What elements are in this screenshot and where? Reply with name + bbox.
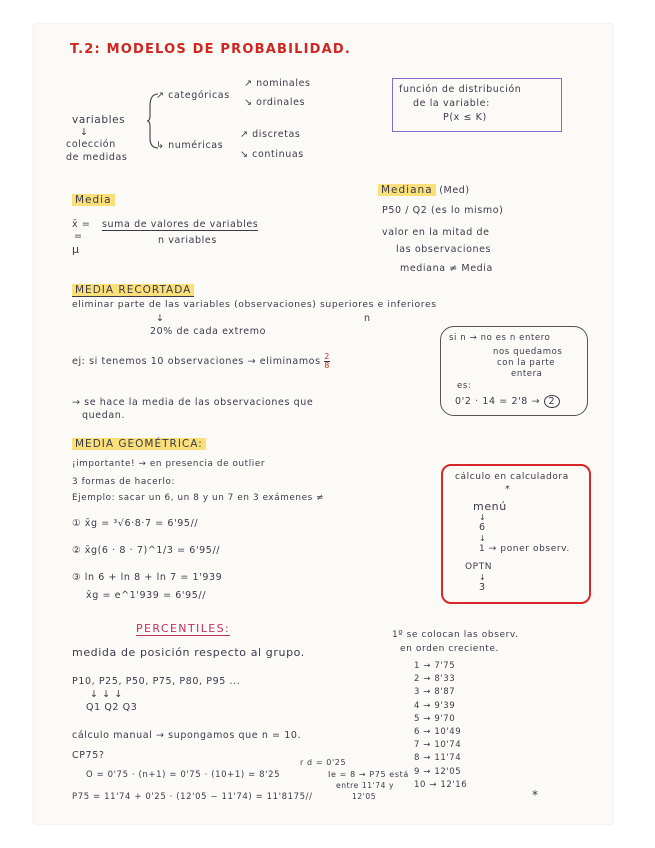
xbar-label: x̄ = [72,219,91,230]
equals-mark: = [74,231,83,242]
percentiles-heading: PERCENTILES: [136,622,231,635]
orden-title2: en orden creciente. [400,644,499,654]
percentiles-e2: 12'05 [352,792,377,801]
percentiles-line1: medida de posición respecto al grupo. [72,646,305,659]
orden-row: 1 → 7'75 [414,661,456,671]
discretas-label: ↗ discretas [240,129,301,140]
note-line2: nos quedamos [493,347,563,357]
orden-row: 6 → 10'49 [414,727,462,738]
page-title: T.2: MODELOS DE PROBABILIDAD. [70,42,352,57]
distribution-line2: de la variable: [413,98,490,109]
percentiles-calc2: P75 = 11'74 + 0'25 · (12'05 − 11'74) = 11'8175// [72,792,313,802]
mu-label: μ [72,243,80,256]
mediana-line3: las observaciones [396,244,492,255]
coleccion-label: colección [66,139,116,150]
media-denominator: n variables [158,235,217,246]
recortada-n-mark: n [364,313,371,324]
recortada-line2: 20% de cada extremo [150,326,266,337]
calculator-arrow3: ↓ [479,573,487,582]
orden-row: 2 → 8'33 [414,674,456,685]
calculator-box [441,464,591,604]
calculator-six: 6 [479,522,486,533]
mediana-heading: Mediana (Med) [378,184,470,196]
orden-row: 3 → 8'87 [414,687,456,698]
recortada-example: ej: si tenemos 10 observaciones → eliminamos $\frac{2}{8}$ [72,352,330,370]
percentiles-line3: cálculo manual → supongamos que n = 10. [72,730,302,741]
percentiles-star: * [532,788,539,802]
recortada-note-box [440,326,588,416]
calculator-one: 1 → poner observ. [479,544,570,554]
orden-row: 4 → 9'39 [414,700,456,711]
distribution-line1: función de distribución [399,84,522,95]
arrow-down: ↓ [80,127,89,138]
percentiles-arrows: ↓ ↓ ↓ [90,689,123,700]
geometrica-line3: Ejemplo: sacar un 6, un 8 y un 7 en 3 exámenes ≠ [72,493,325,503]
distribution-box [392,78,562,132]
recortada-line3: → se hace la media de las observaciones que [72,397,314,408]
categoricas-label: ↗ categóricas [156,90,230,101]
recortada-arrow: ↓ [156,313,165,324]
ordinales-label: ↘ ordinales [244,97,306,108]
percentiles-line4: CP75? [72,750,105,761]
geometrica-method3a: ③ ln 6 + ln 8 + ln 7 = 1'939 [72,572,223,583]
geometrica-line1: ¡importante! → en presencia de outlier [72,459,266,469]
recortada-heading: MEDIA RECORTADA [72,284,194,296]
calculator-menu: menú [473,500,507,513]
mediana-line4: mediana ≠ Media [400,263,493,274]
percentiles-entre: entre 11'74 y [336,781,394,790]
orden-row: 5 → 9'70 [414,713,456,724]
note-es: es: [457,381,472,391]
orden-row: 10 → 12'16 [414,779,468,790]
nominales-label: ↗ nominales [244,78,311,89]
note-line4: entera [511,369,543,379]
orden-list [414,660,467,792]
recortada-line4: quedan. [82,410,125,421]
continuas-label: ↘ continuas [240,149,304,160]
distribution-line3: P(x ≤ K) [443,112,487,123]
geometrica-method2: ② x̄g(6 · 8 · 7)^1/3 = 6'95// [72,545,221,556]
de-medidas-label: de medidas [66,152,128,163]
calculator-three: 3 [479,582,486,593]
calculator-title: cálculo en calculadora [455,472,569,482]
geometrica-method3b: x̄g = e^1'939 = 6'95// [86,590,206,601]
circle-two: 2 [544,395,560,408]
variables-label: variables [72,114,126,126]
numericas-label: ↳ numéricas [156,140,224,151]
percentiles-line2: P10, P25, P50, P75, P80, P95 ... [72,676,241,687]
calculator-arrow2: ↓ [479,534,487,543]
orden-row: 7 → 10'74 [414,740,462,751]
geometrica-heading: MEDIA GEOMÉTRICA: [72,438,206,450]
percentiles-quartiles: Q1 Q2 Q3 [86,702,138,713]
media-numerator: suma de valores de variables [102,219,259,230]
media-heading: Media [72,194,115,206]
calculator-optn: OPTN [465,562,493,572]
recortada-line1: eliminar parte de las variables (observaciones) superiores e inferiores [72,299,437,310]
mediana-line2: valor en la mitad de [382,227,490,238]
mediana-line1: P50 / Q2 (es lo mismo) [382,205,504,216]
note-line5: 0'2 · 14 = 2'8 → 2 [455,395,560,408]
geometrica-line2: 3 formas de hacerlo: [72,477,176,487]
orden-row: 8 → 11'74 [414,753,462,764]
percentiles-calc1: O = 0'75 · (n+1) = 0'75 · (10+1) = 8'25 [86,770,281,780]
calculator-arrow1: ↓ [479,513,487,522]
note-line3: con la parte [497,358,556,368]
geometrica-method1: ① x̄g = ³√6·8·7 = 6'95// [72,518,199,529]
calculator-star: * [505,484,511,495]
percentiles-rd: r d = 0'25 [300,758,347,767]
orden-title1: 1º se colocan las observ. [392,630,519,640]
percentiles-e: Ie = 8 → P75 está [328,770,409,779]
note-line1: si n → no es n entero [449,333,551,343]
orden-row: 9 → 12'05 [414,766,462,777]
